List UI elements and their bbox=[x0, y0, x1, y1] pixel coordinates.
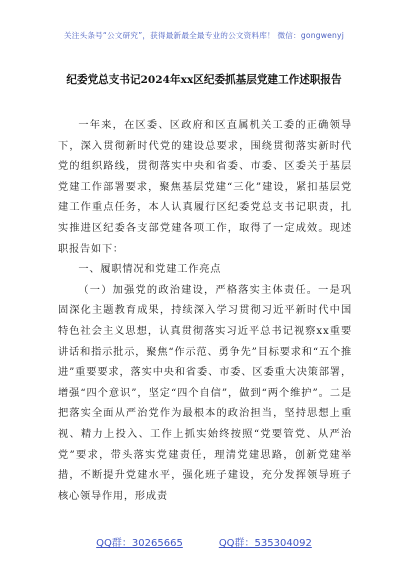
paragraph-intro: 一年来，在区委、区政府和区直属机关工委的正确领导下，深入贯彻新时代党的建设总要求，围绕贯彻落实新时代党的组织路线，贯彻落实中央和省委、市委、区委关于基层党建工作部署要求，聚焦基层党建“三化”建设，紧扣基层党建工作重点任务，本人认真履行区纪委党总支书记职责，扎实推进区纪委各支部党建各项工作，取得了一定成效。现述职报告如下： bbox=[58, 120, 352, 255]
qq-group-left-link[interactable]: QQ群：30265665 bbox=[96, 538, 183, 549]
document-body bbox=[58, 116, 352, 507]
section-heading: 一、履职情况和党建工作亮点 bbox=[78, 264, 222, 276]
document-title: 纪委党总支书记2024年xx区纪委抓基层党建工作述职报告 bbox=[66, 74, 342, 86]
footer-qq-groups bbox=[0, 534, 408, 549]
qq-group-right-link[interactable]: QQ群：535304092 bbox=[218, 538, 312, 549]
paragraph-section-1: （一）加强党的政治建设，严格落实主体责任。一是巩固深化主题教育成果，持续深入学习贯彻习近平新时代中国特色社会主义思想，认真贯彻落实习近平总书记视察xx重要讲话和指示批示，聚焦“作示范、勇争先”目标要求和“五个推进”重要要求，落实中央和省委、市委、区委重大决策部署，增强“四个意识”，坚定“四个自信”，做到“两个维护”。二是把落实全面从严治党作为最根本的政治担当，坚持思想上重视、精力上投入、工作上抓实始终按照“党要管党、从严治党”要求，带头落实党建责任，理清党建思路，创新党建举措，不断提升党建水平，强化班子建设，充分发挥领导班子核心领导作用，形成责 bbox=[58, 284, 352, 502]
header-banner: 关注头条号“公文研究”，获得最新最全最专业的公文资料库！ 微信：gongwenyj bbox=[63, 31, 345, 40]
